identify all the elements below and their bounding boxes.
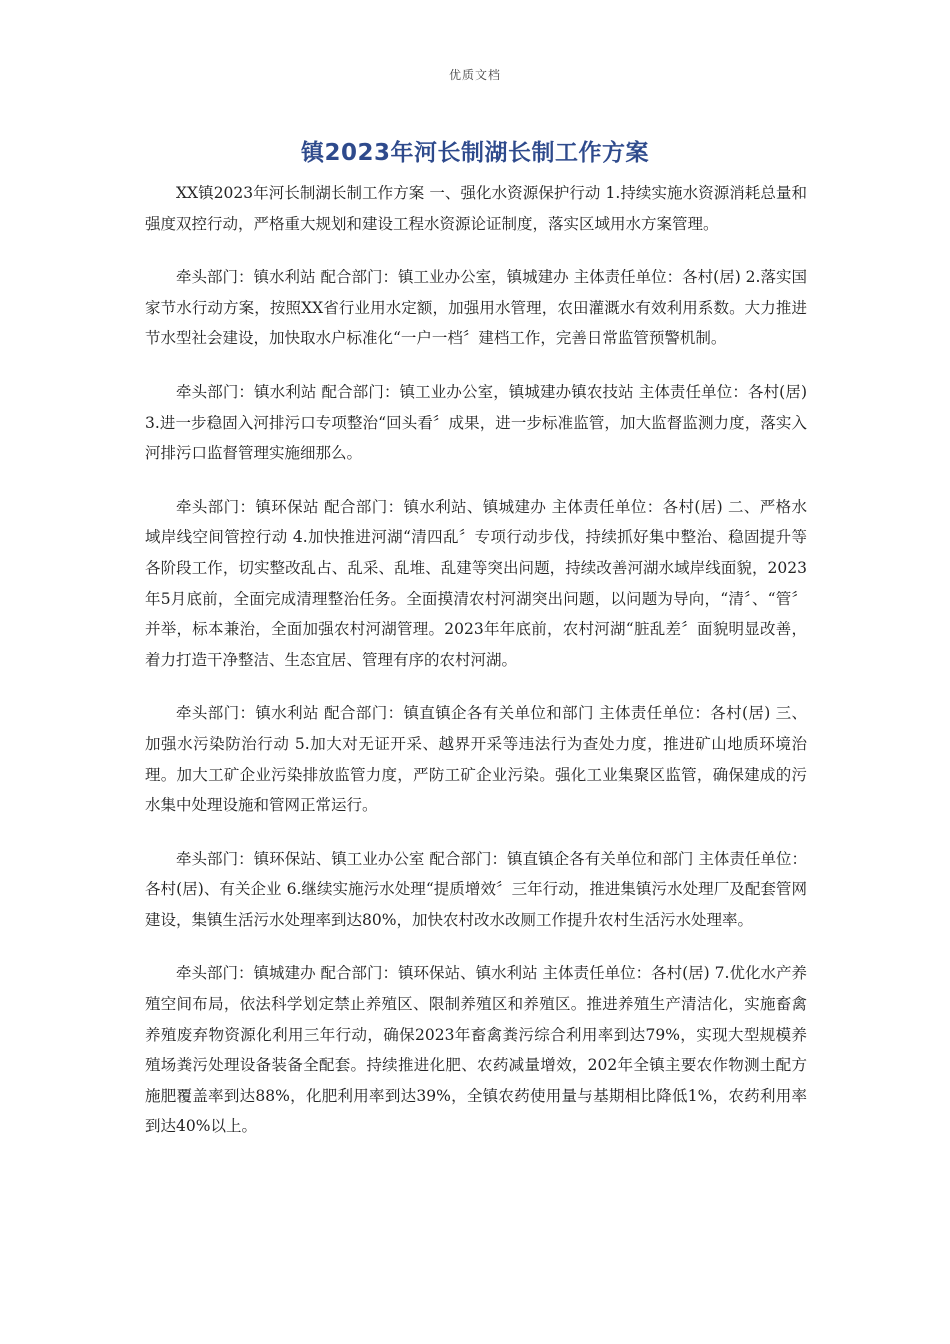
paragraph: 牵头部门：镇环保站 配合部门：镇水利站、镇城建办 主体责任单位：各村(居) 二、严格水域岸线空间管控行动 4.加快推进河湖“清四乱〞专项行动步伐，持续抓好集中整治、稳固提升等各阶段工作，切实整改乱占、乱采、乱堆、乱建等突出问题，持续改善河湖水域岸线面貌，2023年5月底前，全面完成清理整治任务。全面摸清农村河湖突出问题，以问题为导向，“清〞、“管〞并举，标本兼治，全面加强农村河湖管理。2023年年底前，农村河湖“脏乱差〞面貌明显改善，着力打造干净整洁、生态宜居、管理有序的农村河湖。 xyxy=(145,497,807,669)
paragraph: XX镇2023年河长制湖长制工作方案 一、强化水资源保护行动 1.持续实施水资源消耗总量和强度双控行动，严格重大规划和建设工程水资源论证制度，落实区域用水方案管理。 xyxy=(145,184,807,233)
document-title: 镇2023年河长制湖长制工作方案 xyxy=(300,140,649,166)
paragraph: 牵头部门：镇城建办 配合部门：镇环保站、镇水利站 主体责任单位：各村(居) 7.优化水产养殖空间布局，依法科学划定禁止养殖区、限制养殖区和养殖区。推进养殖生产清洁化，实施畜禽养殖废弃物资源化利用三年行动，确保2023年畜禽粪污综合利用率到达79%，实现大型规模养殖场粪污处理设备装备全配套。持续推进化肥、农药减量增效，202年全镇主要农作物测土配方施肥覆盖率到达88%，化肥利用率到达39%，全镇农药使用量与基期相比降低1%，农药利用率到达40%以上。 xyxy=(145,964,807,1136)
paragraph: 牵头部门：镇水利站 配合部门：镇直镇企各有关单位和部门 主体责任单位：各村(居) 三、加强水污染防治行动 5.加大对无证开采、越界开采等违法行为查处力度，推进矿山地质环境治理。加大工矿企业污染排放监管力度，严防工矿企业污染。强化工业集聚区监管，确保建成的污水集中处理设施和管网正常运行。 xyxy=(145,704,807,815)
paragraph: 牵头部门：镇水利站 配合部门：镇工业办公室，镇城建办 主体责任单位：各村(居) 2.落实国家节水行动方案，按照XX省行业用水定额，加强用水管理，农田灌溉水有效利用系数。大力推进节水型社会建设，加快取水户标准化“一户一档〞建档工作，完善日常监管预警机制。 xyxy=(145,268,807,348)
document-header-label: 优质文档 xyxy=(448,68,501,82)
paragraph: 牵头部门：镇环保站、镇工业办公室 配合部门：镇直镇企各有关单位和部门 主体责任单位：各村(居)、有关企业 6.继续实施污水处理“提质增效〞三年行动，推进集镇污水处理厂及配套管网建设，集镇生活污水处理率到达80%，加快农村改水改厕工作提升农村生活污水处理率。 xyxy=(145,849,807,929)
paragraph: 牵头部门：镇水利站 配合部门：镇工业办公室，镇城建办镇农技站 主体责任单位：各村(居) 3.进一步稳固入河排污口专项整治“回头看〞成果，进一步标准监管，加大监督监测力度，落实入河排污口监督管理实施细那么。 xyxy=(145,382,807,463)
document-body xyxy=(145,178,807,1165)
